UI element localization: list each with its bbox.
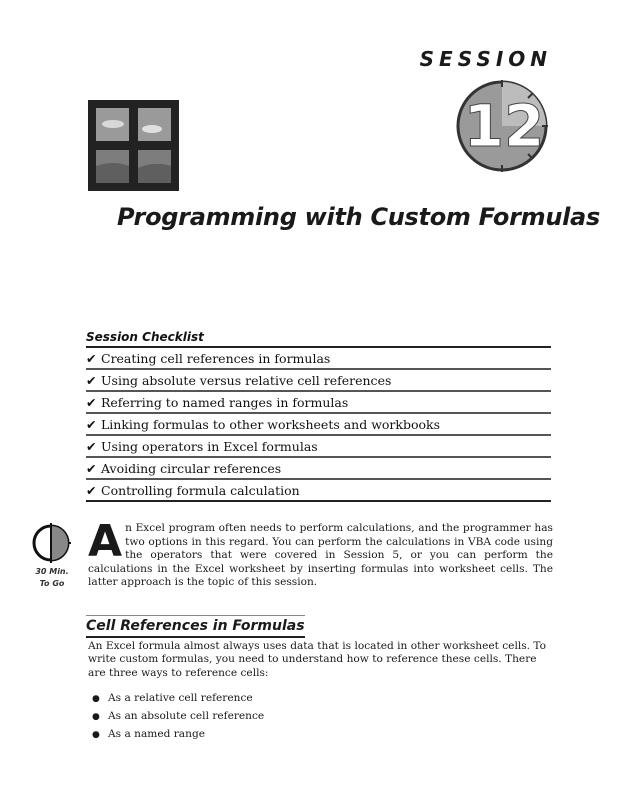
check-icon: ✔ (86, 439, 97, 454)
page-title: Programming with Custom Formulas (117, 203, 600, 231)
list-item: ● As a relative cell reference (92, 690, 264, 708)
checklist-item: ✔ Linking formulas to other worksheets and workbooks (86, 414, 551, 436)
session-label: SESSION (419, 47, 552, 71)
checklist-item: ✔ Referring to named ranges in formulas (86, 392, 551, 414)
bullet-icon: ● (92, 694, 100, 704)
check-icon: ✔ (86, 395, 97, 410)
checklist-item: ✔ Controlling formula calculation (86, 480, 551, 502)
session-checklist (86, 330, 551, 502)
time-remaining-label: 30 Min. To Go (35, 567, 69, 588)
half-clock-icon (31, 523, 71, 563)
check-icon: ✔ (86, 483, 97, 498)
checklist-title: Session Checklist (86, 330, 551, 348)
section-heading: Cell References in Formulas (86, 615, 305, 638)
checklist-item: ✔ Using operators in Excel formulas (86, 436, 551, 458)
bullet-icon: ● (92, 730, 100, 740)
check-icon: ✔ (86, 417, 97, 432)
check-icon: ✔ (86, 373, 97, 388)
bullet-icon: ● (92, 712, 100, 722)
window-icon (88, 100, 179, 191)
intro-paragraph: An Excel program often needs to perform calculations, and the programmer has two options in this regard. You can perform the calculations in VBA code using the operators that were covered in Session 5, or you can perform the calculations in the Excel worksheet by inserting formulas into worksheet cells. The latter approach is the topic of this session. (88, 516, 553, 589)
check-icon: ✔ (86, 461, 97, 476)
checklist-item: ✔ Creating cell references in formulas (86, 348, 551, 370)
session-number: 12 (463, 92, 545, 160)
drop-cap: A (88, 516, 123, 567)
list-item: ● As a named range (92, 726, 264, 744)
list-item: ● As an absolute cell reference (92, 708, 264, 726)
bullet-list (92, 690, 264, 744)
checklist-item: ✔ Avoiding circular references (86, 458, 551, 480)
session-clock-icon (452, 80, 556, 172)
checklist-item: ✔ Using absolute versus relative cell references (86, 370, 551, 392)
section-paragraph: An Excel formula almost always uses data that is located in other worksheet cells. To write custom formulas, you need to understand how to reference these cells. There are three ways to reference cells: (88, 640, 547, 679)
check-icon: ✔ (86, 351, 97, 366)
